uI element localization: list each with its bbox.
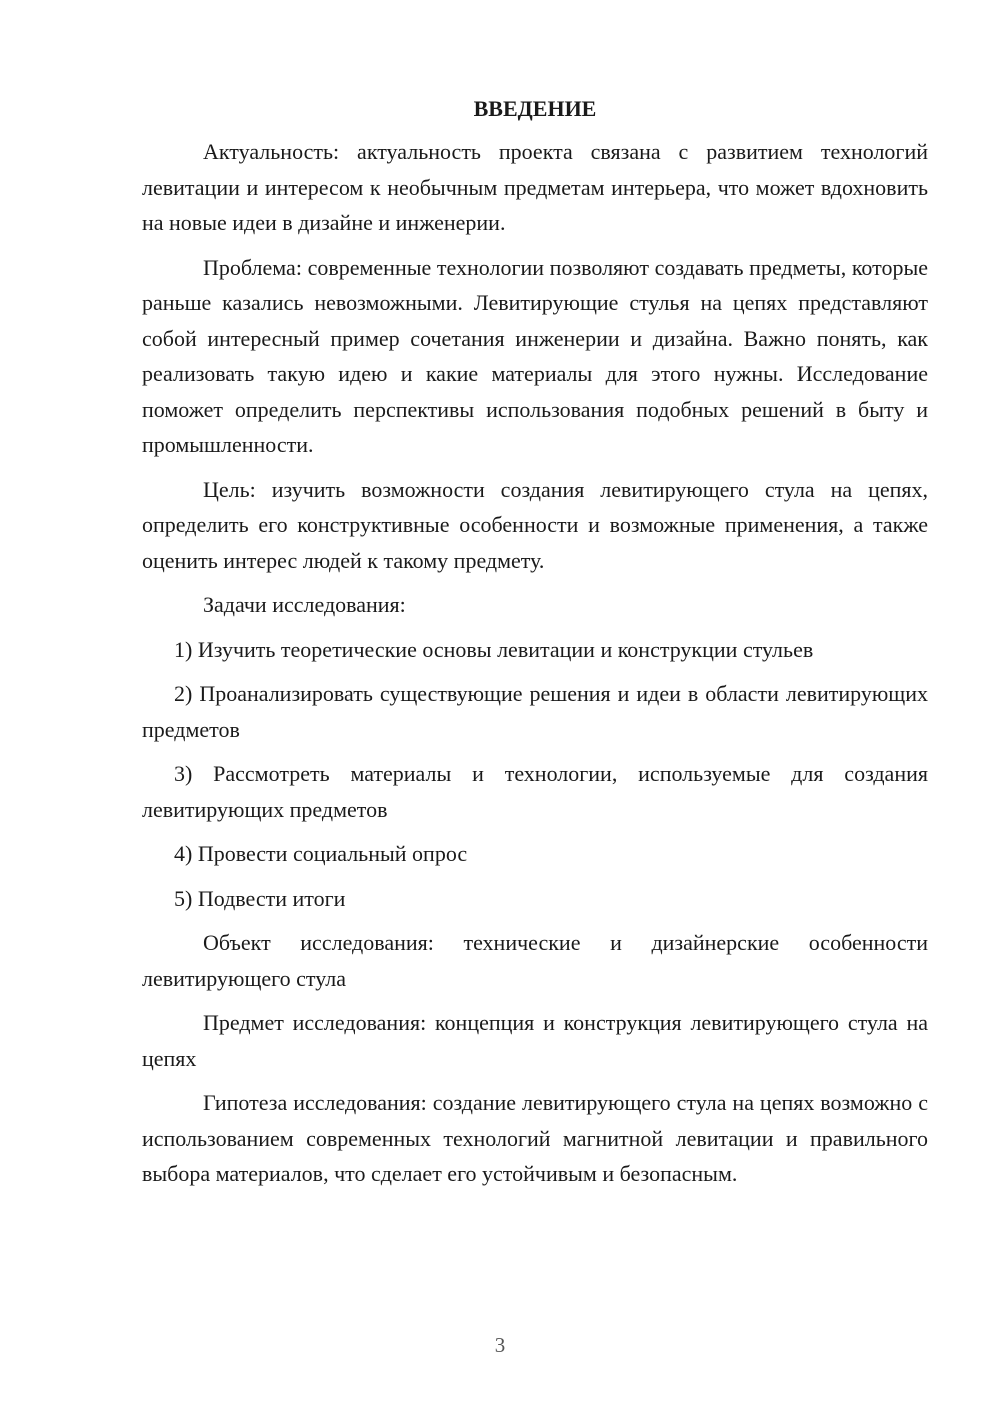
- task-item-3: 3) Рассмотреть материалы и технологии, используемые для создания левитирующих предметов: [142, 761, 928, 822]
- task-item-1: 1) Изучить теоретические основы левитации и конструкции стульев: [174, 636, 814, 662]
- paragraph-problem: Проблема: современные технологии позволяют создавать предметы, которые раньше казались невозможными. Левитирующие стулья на цепях представляют собой интересный пример сочетания инженерии и дизайна. Важно понять, как реализовать такую идею и какие материалы для этого нужны. Исследование поможет определить перспективы использования подобных решений в быту и промышленности.: [142, 254, 928, 457]
- tasks-title: Задачи исследования:: [203, 592, 406, 617]
- task-item-2: 2) Проанализировать существующие решения и идеи в области левитирующих предметов: [142, 681, 928, 742]
- task-item-5: 5) Подвести итоги: [174, 885, 346, 911]
- paragraph-hypothesis: Гипотеза исследования: создание левитирующего стула на цепях возможно с использованием современных технологий магнитной левитации и правильного выбора материалов, что сделает его устойчивым и безопасным.: [142, 1090, 928, 1186]
- page-number: 3: [494, 1333, 506, 1357]
- section-heading: ВВЕДЕНИЕ: [473, 96, 597, 121]
- paragraph-object: Объект исследования: технические и дизайнерские особенности левитирующего стула: [142, 930, 928, 991]
- paragraph-goal: Цель: изучить возможности создания левитирующего стула на цепях, определить его конструктивные особенности и возможные применения, а также оценить интерес людей к такому предмету.: [142, 476, 928, 573]
- paragraph-relevance: Актуальность: актуальность проекта связана с развитием технологий левитации и интересом к необычным предметам интерьера, что может вдохновить на новые идеи в дизайне и инженерии.: [142, 139, 928, 235]
- task-item-4: 4) Провести социальный опрос: [174, 841, 468, 866]
- paragraph-subject: Предмет исследования: концепция и конструкция левитирующего стула на цепях: [142, 1010, 928, 1071]
- document-page: [142, 92, 928, 1201]
